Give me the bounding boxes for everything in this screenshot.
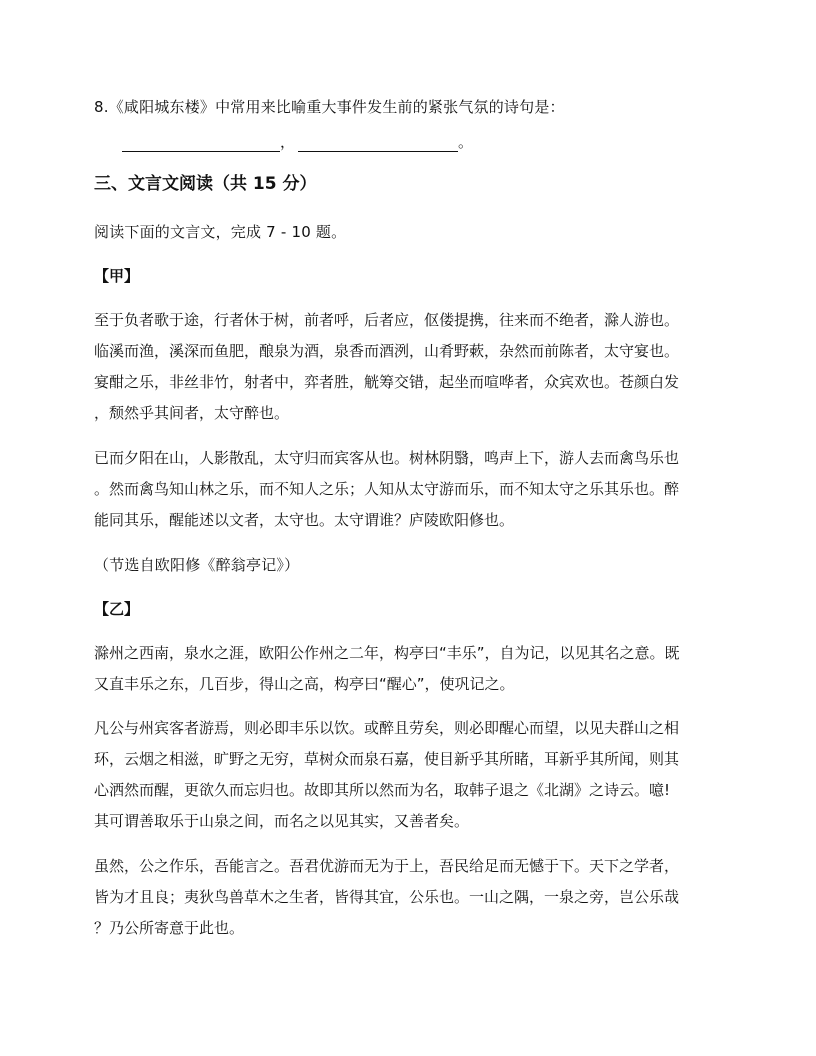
answer-separator: ，: [280, 133, 296, 151]
answer-end-mark: 。: [458, 133, 474, 151]
text-line: 凡公与州宾客者游焉，则必即丰乐以饮。或醉且劳矣，则必即醒心而望，以见夫群山之相: [94, 719, 680, 737]
question-8-answer-row: [122, 132, 476, 152]
passage-jia-paragraph-2: [94, 443, 722, 536]
text-line: ？乃公所寄意于此也。: [94, 919, 245, 937]
text-line: 心洒然而醒，更欲久而忘归也。故即其所以然而为名，取韩子退之《北湖》之诗云。噫!: [94, 781, 671, 799]
text-line: ，颓然乎其间者，太守醉也。: [94, 404, 290, 422]
passage-jia-source: （节选自欧阳修《醉翁亭记》）: [94, 556, 300, 574]
passage-yi-paragraph-1: [94, 638, 722, 700]
text-line: 虽然，公之作乐，吾能言之。吾君优游而无为于上，吾民给足而无憾于下。天下之学者，: [94, 857, 680, 875]
passage-yi-label: 【乙】: [94, 600, 140, 618]
passage-yi-paragraph-2: [94, 713, 722, 837]
passage-jia-paragraph-1: [94, 305, 722, 429]
passage-jia-label: 【甲】: [94, 267, 140, 285]
question-8-prompt: 8.《咸阳城东楼》中常用来比喻重大事件发生前的紧张气氛的诗句是：: [94, 98, 565, 116]
text-line: 宴酣之乐，非丝非竹，射者中，弈者胜，觥筹交错，起坐而喧哗者，众宾欢也。苍颜白发: [94, 373, 680, 391]
text-line: 又直丰乐之东，几百步，得山之高，构亭曰“醒心”，使巩记之。: [94, 675, 515, 693]
text-line: 临溪而渔，溪深而鱼肥，酿泉为酒，泉香而酒洌，山肴野蔌，杂然而前陈者，太守宴也。: [94, 342, 680, 360]
text-line: 其可谓善取乐于山泉之间，而名之以见其实，又善者矣。: [94, 812, 470, 830]
text-line: 滁州之西南，泉水之涯，欧阳公作州之二年，构亭曰“丰乐”，自为记，以见其名之意。既: [94, 644, 680, 662]
answer-blank-2[interactable]: [298, 135, 458, 152]
text-line: 至于负者歌于途，行者休于树，前者呼，后者应，伛偻提携，往来而不绝者，滁人游也。: [94, 311, 680, 329]
text-line: 能同其乐，醒能述以文者，太守也。太守谓谁？庐陵欧阳修也。: [94, 511, 515, 529]
section-3-heading: 三、文言文阅读（共 15 分）: [94, 174, 317, 194]
passage-yi-paragraph-3: [94, 851, 722, 944]
text-line: 。然而禽鸟知山林之乐，而不知人之乐；人知从太守游而乐，而不知太守之乐其乐也。醉: [94, 480, 680, 498]
text-line: 皆为才且良；夷狄鸟兽草木之生者，皆得其宜，公乐也。一山之隅，一泉之旁，岂公乐哉: [94, 888, 680, 906]
answer-blank-1[interactable]: [122, 135, 280, 152]
text-line: 已而夕阳在山，人影散乱，太守归而宾客从也。树林阴翳，鸣声上下，游人去而禽鸟乐也: [94, 449, 680, 467]
text-line: 环，云烟之相滋，旷野之无穷，草树众而泉石嘉，使目新乎其所睹，耳新乎其所闻，则其: [94, 750, 680, 768]
section-3-instruction: 阅读下面的文言文，完成 7 - 10 题。: [94, 223, 347, 241]
